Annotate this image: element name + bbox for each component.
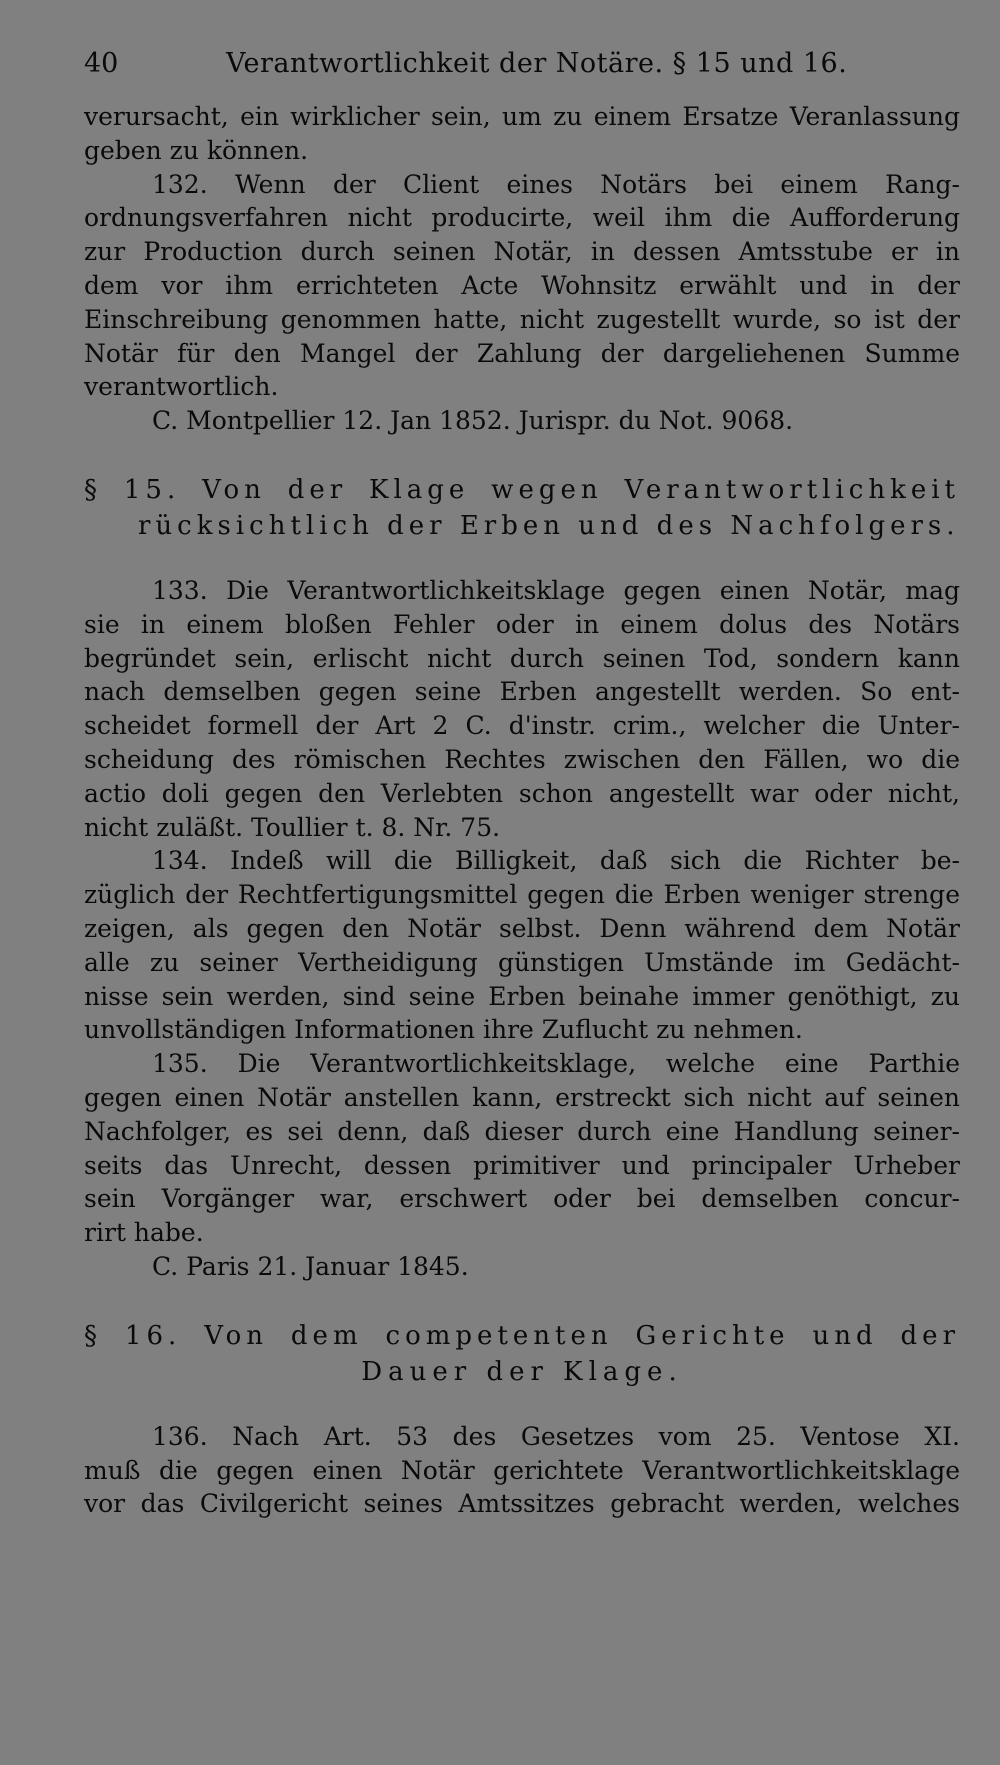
text-line: 136. Nach Art. 53 des Gesetzes vom 25. Ventose XI. <box>152 1421 960 1451</box>
text-line: scheidet formell der Art 2 C. d'instr. crim., welcher die Unter- <box>84 711 960 741</box>
text-line: nach demselben gegen seine Erben angestellt werden. So ent- <box>84 677 960 707</box>
text-line: sein Vorgänger war, erschwert oder bei demselben concur- <box>84 1184 960 1214</box>
text-line: unvollständigen Informationen ihre Zuflucht zu nehmen. <box>84 1015 803 1045</box>
text-line: nisse sein werden, sind seine Erben beinahe immer genöthigt, zu <box>84 981 960 1011</box>
text-line: zeigen, als gegen den Notär selbst. Denn während dem Notär <box>84 913 960 943</box>
text-line: actio doli gegen den Verlebten schon angestellt war oder nicht, <box>84 778 960 808</box>
section-15-heading <box>84 472 960 544</box>
text-line: begründet sein, erlischt nicht durch seinen Tod, sondern kann <box>84 643 960 673</box>
paragraph-136 <box>84 1420 960 1521</box>
citation-line: C. Montpellier 12. Jan 1852. Jurispr. du Not. 9068. <box>152 406 794 436</box>
paragraph-134 <box>84 844 960 1047</box>
text-line: alle zu seiner Vertheidigung günstigen Umstände im Gedächt- <box>84 947 960 977</box>
paragraph-132 <box>84 168 960 438</box>
paragraph-135 <box>84 1047 960 1284</box>
book-page <box>84 48 960 1521</box>
citation-line: C. Paris 21. Januar 1845. <box>152 1251 469 1281</box>
text-line: dem vor ihm errichteten Acte Wohnsitz erwählt und in der <box>84 270 960 300</box>
text-line: Einschreibung genommen hatte, nicht zugestellt wurde, so ist der <box>84 304 960 334</box>
text-line: gegen einen Notär anstellen kann, erstreckt sich nicht auf seinen <box>84 1082 960 1112</box>
paragraph-continuation <box>84 100 960 168</box>
text-line: sie in einem bloßen Fehler oder in einem dolus des Notärs <box>84 609 960 639</box>
text-line: seits das Unrecht, dessen primitiver und principaler Urheber <box>84 1150 960 1180</box>
text-line: verursacht, ein wirklicher sein, um zu einem Ersatze Veranlassung <box>84 102 960 131</box>
section-16-heading <box>84 1318 960 1390</box>
text-line: 134. Indeß will die Billigkeit, daß sich die Richter be- <box>152 846 960 876</box>
running-title: Verantwortlichkeit der Notäre. § 15 und 16. <box>226 48 848 79</box>
section-heading-line: § 15. Von der Klage wegen Verantwortlichkeit <box>84 474 960 505</box>
section-heading-line: § 16. Von dem competenten Gerichte und der <box>84 1320 960 1351</box>
text-line: 135. Die Verantwortlichkeitsklage, welche eine Parthie <box>152 1049 960 1079</box>
text-line: Notär für den Mangel der Zahlung der dargeliehenen Summe <box>84 338 960 368</box>
text-line: nicht zuläßt. Toullier t. 8. Nr. 75. <box>84 812 501 842</box>
text-line: rirt habe. <box>84 1218 204 1248</box>
text-line: züglich der Rechtfertigungsmittel gegen die Erben weniger strenge <box>84 880 960 910</box>
text-line: zur Production durch seinen Notär, in dessen Amtsstube er in <box>84 237 960 267</box>
text-line: geben zu können. <box>84 135 309 165</box>
text-line: ordnungsverfahren nicht producirte, weil ihm die Aufforderung <box>84 203 960 233</box>
text-line: scheidung des römischen Rechtes zwischen den Fällen, wo die <box>84 744 960 774</box>
page-number: 40 <box>84 48 119 79</box>
text-line: 133. Die Verantwortlichkeitsklage gegen einen Notär, mag <box>152 575 960 605</box>
text-line: verantwortlich. <box>84 372 279 402</box>
text-line: muß die gegen einen Notär gerichtete Verantwortlichkeitsklage <box>84 1455 960 1485</box>
section-heading-line: Dauer der Klage. <box>361 1356 683 1387</box>
page-header <box>84 48 960 100</box>
section-heading-line: rücksichtlich der Erben und des Nachfolgers. <box>138 510 960 541</box>
paragraph-133 <box>84 574 960 844</box>
text-line: vor das Civilgericht seines Amtssitzes gebracht werden, welches <box>84 1489 960 1519</box>
text-line: 132. Wenn der Client eines Notärs bei einem Rang- <box>152 169 960 199</box>
text-line: Nachfolger, es sei denn, daß dieser durch eine Handlung seiner- <box>84 1116 960 1146</box>
